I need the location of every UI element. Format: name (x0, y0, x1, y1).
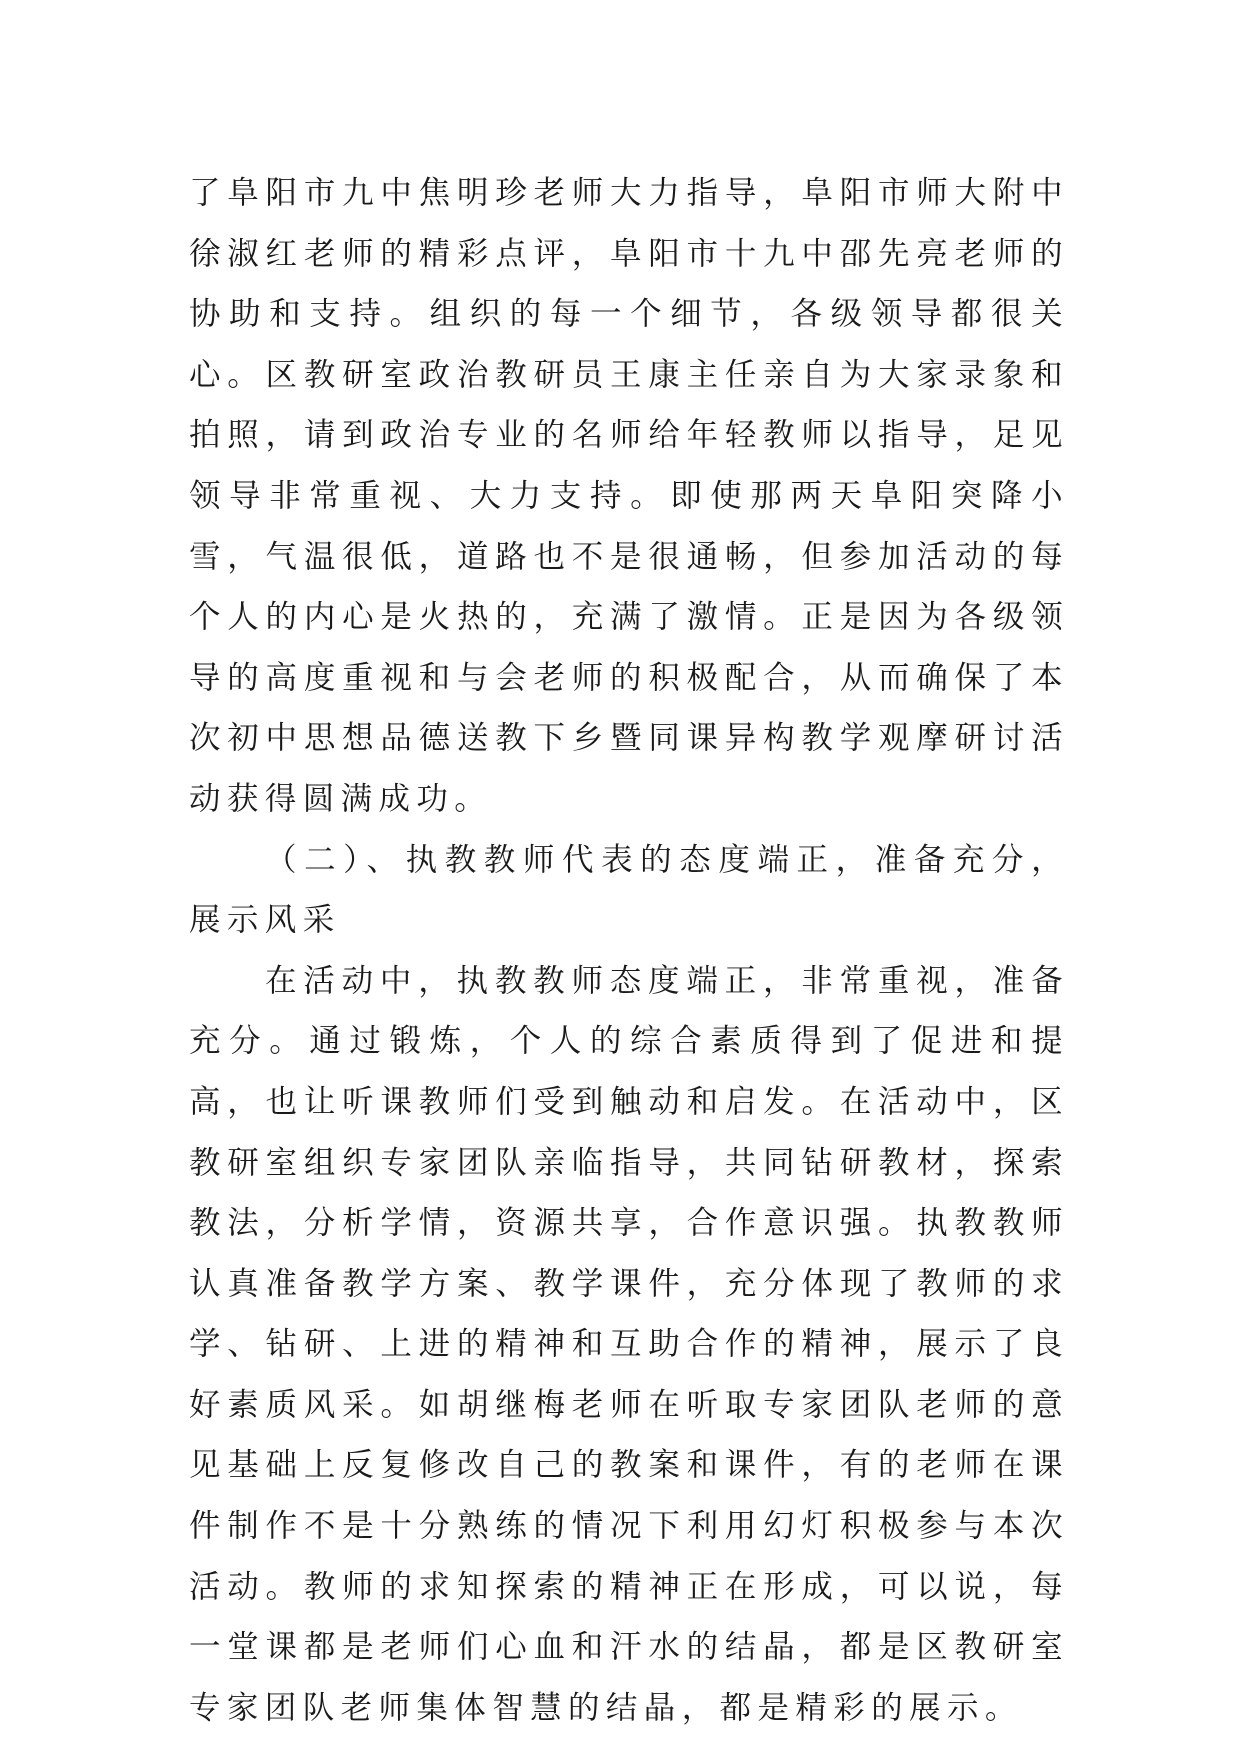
paragraph-continuation: 了阜阳市九中焦明珍老师大力指导，阜阳市师大附中徐淑红老师的精彩点评，阜阳市十九中邵先亮老师的协助和支持。组织的每一个细节，各级领导都很关心。区教研室政治教研员王康主任亲自为大家录象和拍照，请到政治专业的名师给年轻教师以指导，足见领导非常重视、大力支持。即使那两天阜阳突降小雪，气温很低，道路也不是很通畅，但参加活动的每个人的内心是火热的，充满了激情。正是因为各级领导的高度重视和与会老师的积极配合，从而确保了本次初中思想品德送教下乡暨同课异构教学观摩研讨活动获得圆满成功。 (189, 175, 1069, 817)
section-heading: （二）、执教教师代表的态度端正，准备充分，展示风采 (189, 841, 1069, 939)
paragraph-body: 在活动中，执教教师态度端正，非常重视，准备充分。通过锻炼，个人的综合素质得到了促进和提高，也让听课教师们受到触动和启发。在活动中，区教研室组织专家团队亲临指导，共同钻研教材，探索教法，分析学情，资源共享，合作意识强。执教教师认真准备教学方案、教学课件，充分体现了教师的求学、钻研、上进的精神和互助合作的精神，展示了良好素质风采。如胡继梅老师在听取专家团队老师的意见基础上反复修改自己的教案和课件，有的老师在课件制作不是十分熟练的情况下利用幻灯积极参与本次活动。教师的求知探索的精神正在形成，可以说，每一堂课都是老师们心血和汗水的结晶，都是区教研室专家团队老师集体智慧的结晶，都是精彩的展示。 (189, 962, 1069, 1726)
document-body (189, 163, 1069, 1738)
